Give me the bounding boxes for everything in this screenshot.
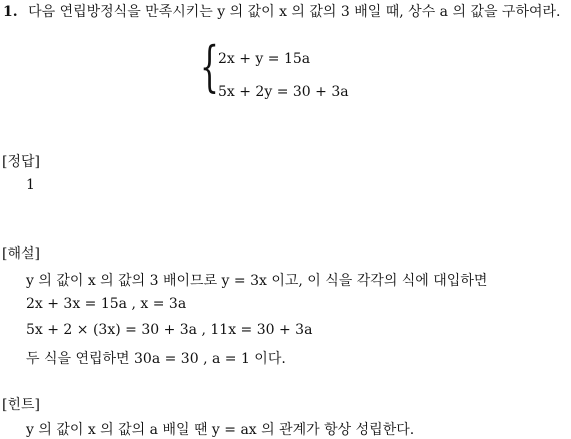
equation-2: 5x + 2y = 30 + 3a: [218, 84, 349, 100]
equation-1: 2x + y = 15a: [218, 51, 311, 67]
system-brace: {: [200, 35, 219, 98]
explanation-line: 2x + 3x = 15a , x = 3a: [26, 296, 187, 312]
problem-text: 다음 연립방정식을 만족시키는 y 의 값이 x 의 값의 3 배일 때, 상수 a 의 값을 구하여라.: [28, 4, 561, 20]
problem-statement: [3, 1, 568, 23]
explanation-line: 5x + 2 × (3x) = 30 + 3a , 11x = 30 + 3a: [26, 322, 313, 338]
answer-value: 1: [26, 177, 35, 193]
explanation-line: y 의 값이 x 의 값의 3 배이므로 y = 3x 이고, 이 식을 각각의 식에 대입하면: [26, 273, 488, 289]
hint-line: y 의 값이 x 의 값의 a 배일 땐 y = ax 의 관계가 항상 성립한다.: [26, 422, 415, 438]
problem-number: 1.: [3, 4, 18, 20]
explanation-heading: [해설]: [2, 246, 40, 262]
answer-heading: [정답]: [2, 154, 40, 170]
explanation-line: 두 식을 연립하면 30a = 30 , a = 1 이다.: [26, 351, 286, 367]
hint-heading: [힌트]: [2, 397, 40, 413]
